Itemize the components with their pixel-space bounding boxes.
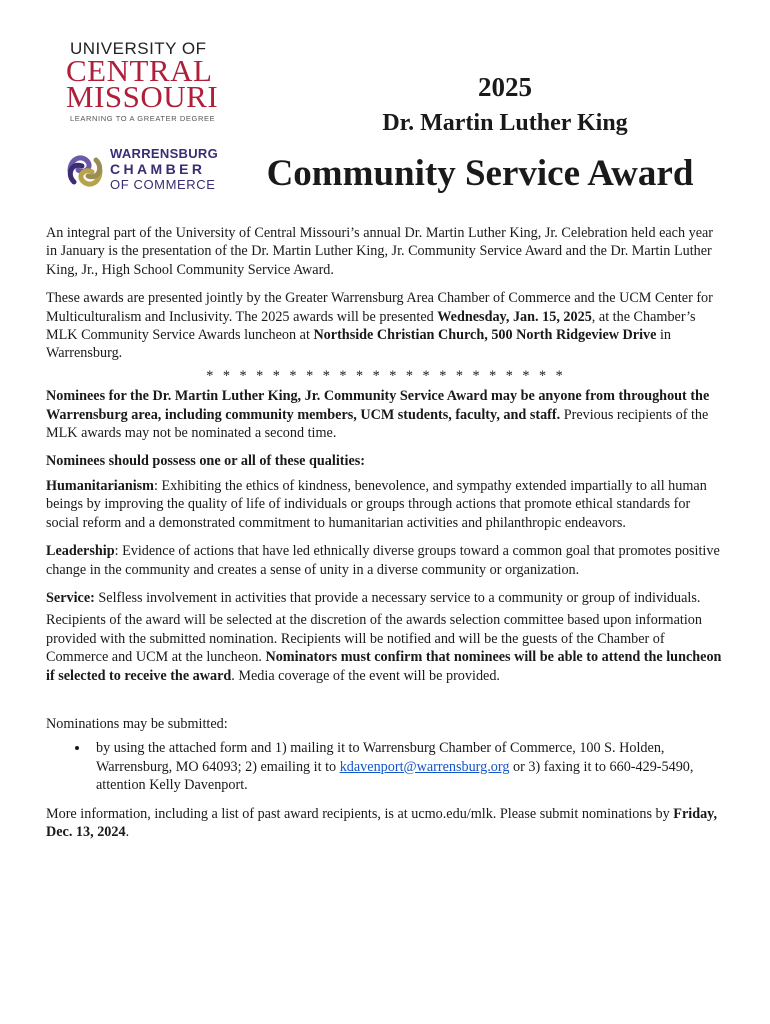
quality-sep: :: [154, 477, 162, 494]
chamber-logo-line3: OF COMMERCE: [110, 177, 216, 192]
ucm-logo: [64, 40, 224, 123]
intro-paragraph: An integral part of the University of Central Missouri’s annual Dr. Martin Luther King, Jr. Celebration held each year in January is the presentation of the Dr. Martin Luther King, Jr. Community Service Award and the Dr. Martin Luther King, Jr., High School Community Service Award.: [46, 225, 714, 278]
quality-name: Leadership: [46, 543, 115, 560]
chamber-logo: [62, 146, 232, 194]
more-info-end: .: [125, 823, 130, 840]
quality-text: Selfless involvement in activities that provide a necessary service to a community or group of individuals.: [98, 589, 701, 606]
heading-year: 2025: [478, 72, 532, 102]
chamber-logo-line2: CHAMBER: [110, 161, 206, 177]
presentation-date: Wednesday, Jan. 15, 2025: [437, 308, 592, 325]
ucm-logo-tagline: LEARNING TO A GREATER DEGREE: [70, 114, 216, 123]
chamber-logo-line1: WARRENSBURG: [110, 146, 219, 161]
recipients-text: Recipients of the award will be selected at the discretion of the awards selection committee based upon information provided with the submitted nomination. Recipients will be notified and will be the guests of the Chamber of Commerce and UCM at the luncheon.: [46, 612, 702, 666]
recipients-end: . Media coverage of the event will be provided.: [231, 667, 500, 684]
nominees-rest: Previous recipients of the MLK awards may not be nominated a second time.: [46, 406, 709, 442]
recipients-bold: Nominators must confirm that nominees will be able to attend the luncheon if selected to receive the award: [46, 649, 722, 684]
email-link[interactable]: kdavenport@warrensburg.org: [339, 758, 510, 775]
quality-text: Evidence of actions that have led ethnically diverse groups toward a common goal that promotes positive change in the community and creates a sense of unity in a diverse community or organization.: [46, 543, 720, 578]
document-body: [46, 224, 726, 841]
quality-name: Service:: [46, 589, 95, 606]
presented-paragraph: [46, 289, 726, 363]
presented-text1: These awards are presented jointly by the Greater Warrensburg Area Chamber of Commerce and the UCM Center for Multiculturalism and Inclusivity. The 2025 awards will be presented: [46, 290, 713, 325]
nomination-deadline: Friday, Dec. 13, 2024: [46, 805, 718, 840]
quality-humanitarianism: [46, 477, 726, 532]
nominees-bold: Nominees for the Dr. Martin Luther King, Jr. Community Service Award may be anyone from throughout the Warrensburg area, including community members, UCM students, faculty, and staff.: [46, 388, 710, 423]
ucm-logo-line3: MISSOURI: [66, 79, 219, 114]
heading-title: Community Service Award: [266, 153, 694, 194]
submission-list-item: [90, 739, 726, 794]
more-info-paragraph: [46, 805, 726, 842]
presented-text3: in Warrensburg.: [46, 327, 672, 362]
quality-leadership: [46, 542, 726, 579]
quality-name: Humanitarianism: [46, 477, 154, 494]
submission-list: [46, 739, 726, 794]
presentation-location: Northside Christian Church, 500 North Ridgeview Drive: [313, 327, 657, 344]
submission-intro: Nominations may be submitted:: [46, 715, 228, 732]
qualities-heading-text: Nominees should possess one or all of these qualities:: [46, 453, 365, 470]
recipients-paragraph: [46, 611, 726, 685]
more-info-text: More information, including a list of past award recipients, is at ucmo.edu/mlk. Please submit nominations by: [46, 805, 674, 822]
submission-text-after: or 3) faxing it to 660-429-5490, attention Kelly Davenport.: [96, 758, 694, 794]
quality-sep: :: [114, 543, 123, 560]
qualities-heading: [46, 452, 726, 470]
heading-subtitle: Dr. Martin Luther King: [382, 110, 628, 136]
presented-text2: , at the Chamber’s MLK Community Service Awards luncheon at: [46, 308, 696, 344]
nominees-paragraph: [46, 387, 726, 442]
chamber-knot-icon: [62, 148, 108, 194]
ucm-logo-line2: CENTRAL: [66, 53, 213, 88]
quality-service: [46, 589, 726, 607]
star-divider: * * * * * * * * * * * * * * * * * * * * * *: [206, 367, 566, 384]
chamber-logo-text: [110, 146, 218, 193]
quality-text: Exhibiting the ethics of kindness, benevolence, and sympathy extended impartially to all human beings by improving the quality of life of individuals or groups through actions that promote ethical standards for social reform and a demonstrated commitment to humanitarian activities and philanthropic endeavors.: [46, 477, 707, 531]
ucm-logo-line1: UNIVERSITY OF: [70, 39, 207, 58]
submission-text-before: by using the attached form and 1) mailing it to Warrensburg Chamber of Commerce, 100 S. Holden, Warrensburg, MO 64093; 2) emailing it to: [96, 740, 665, 775]
